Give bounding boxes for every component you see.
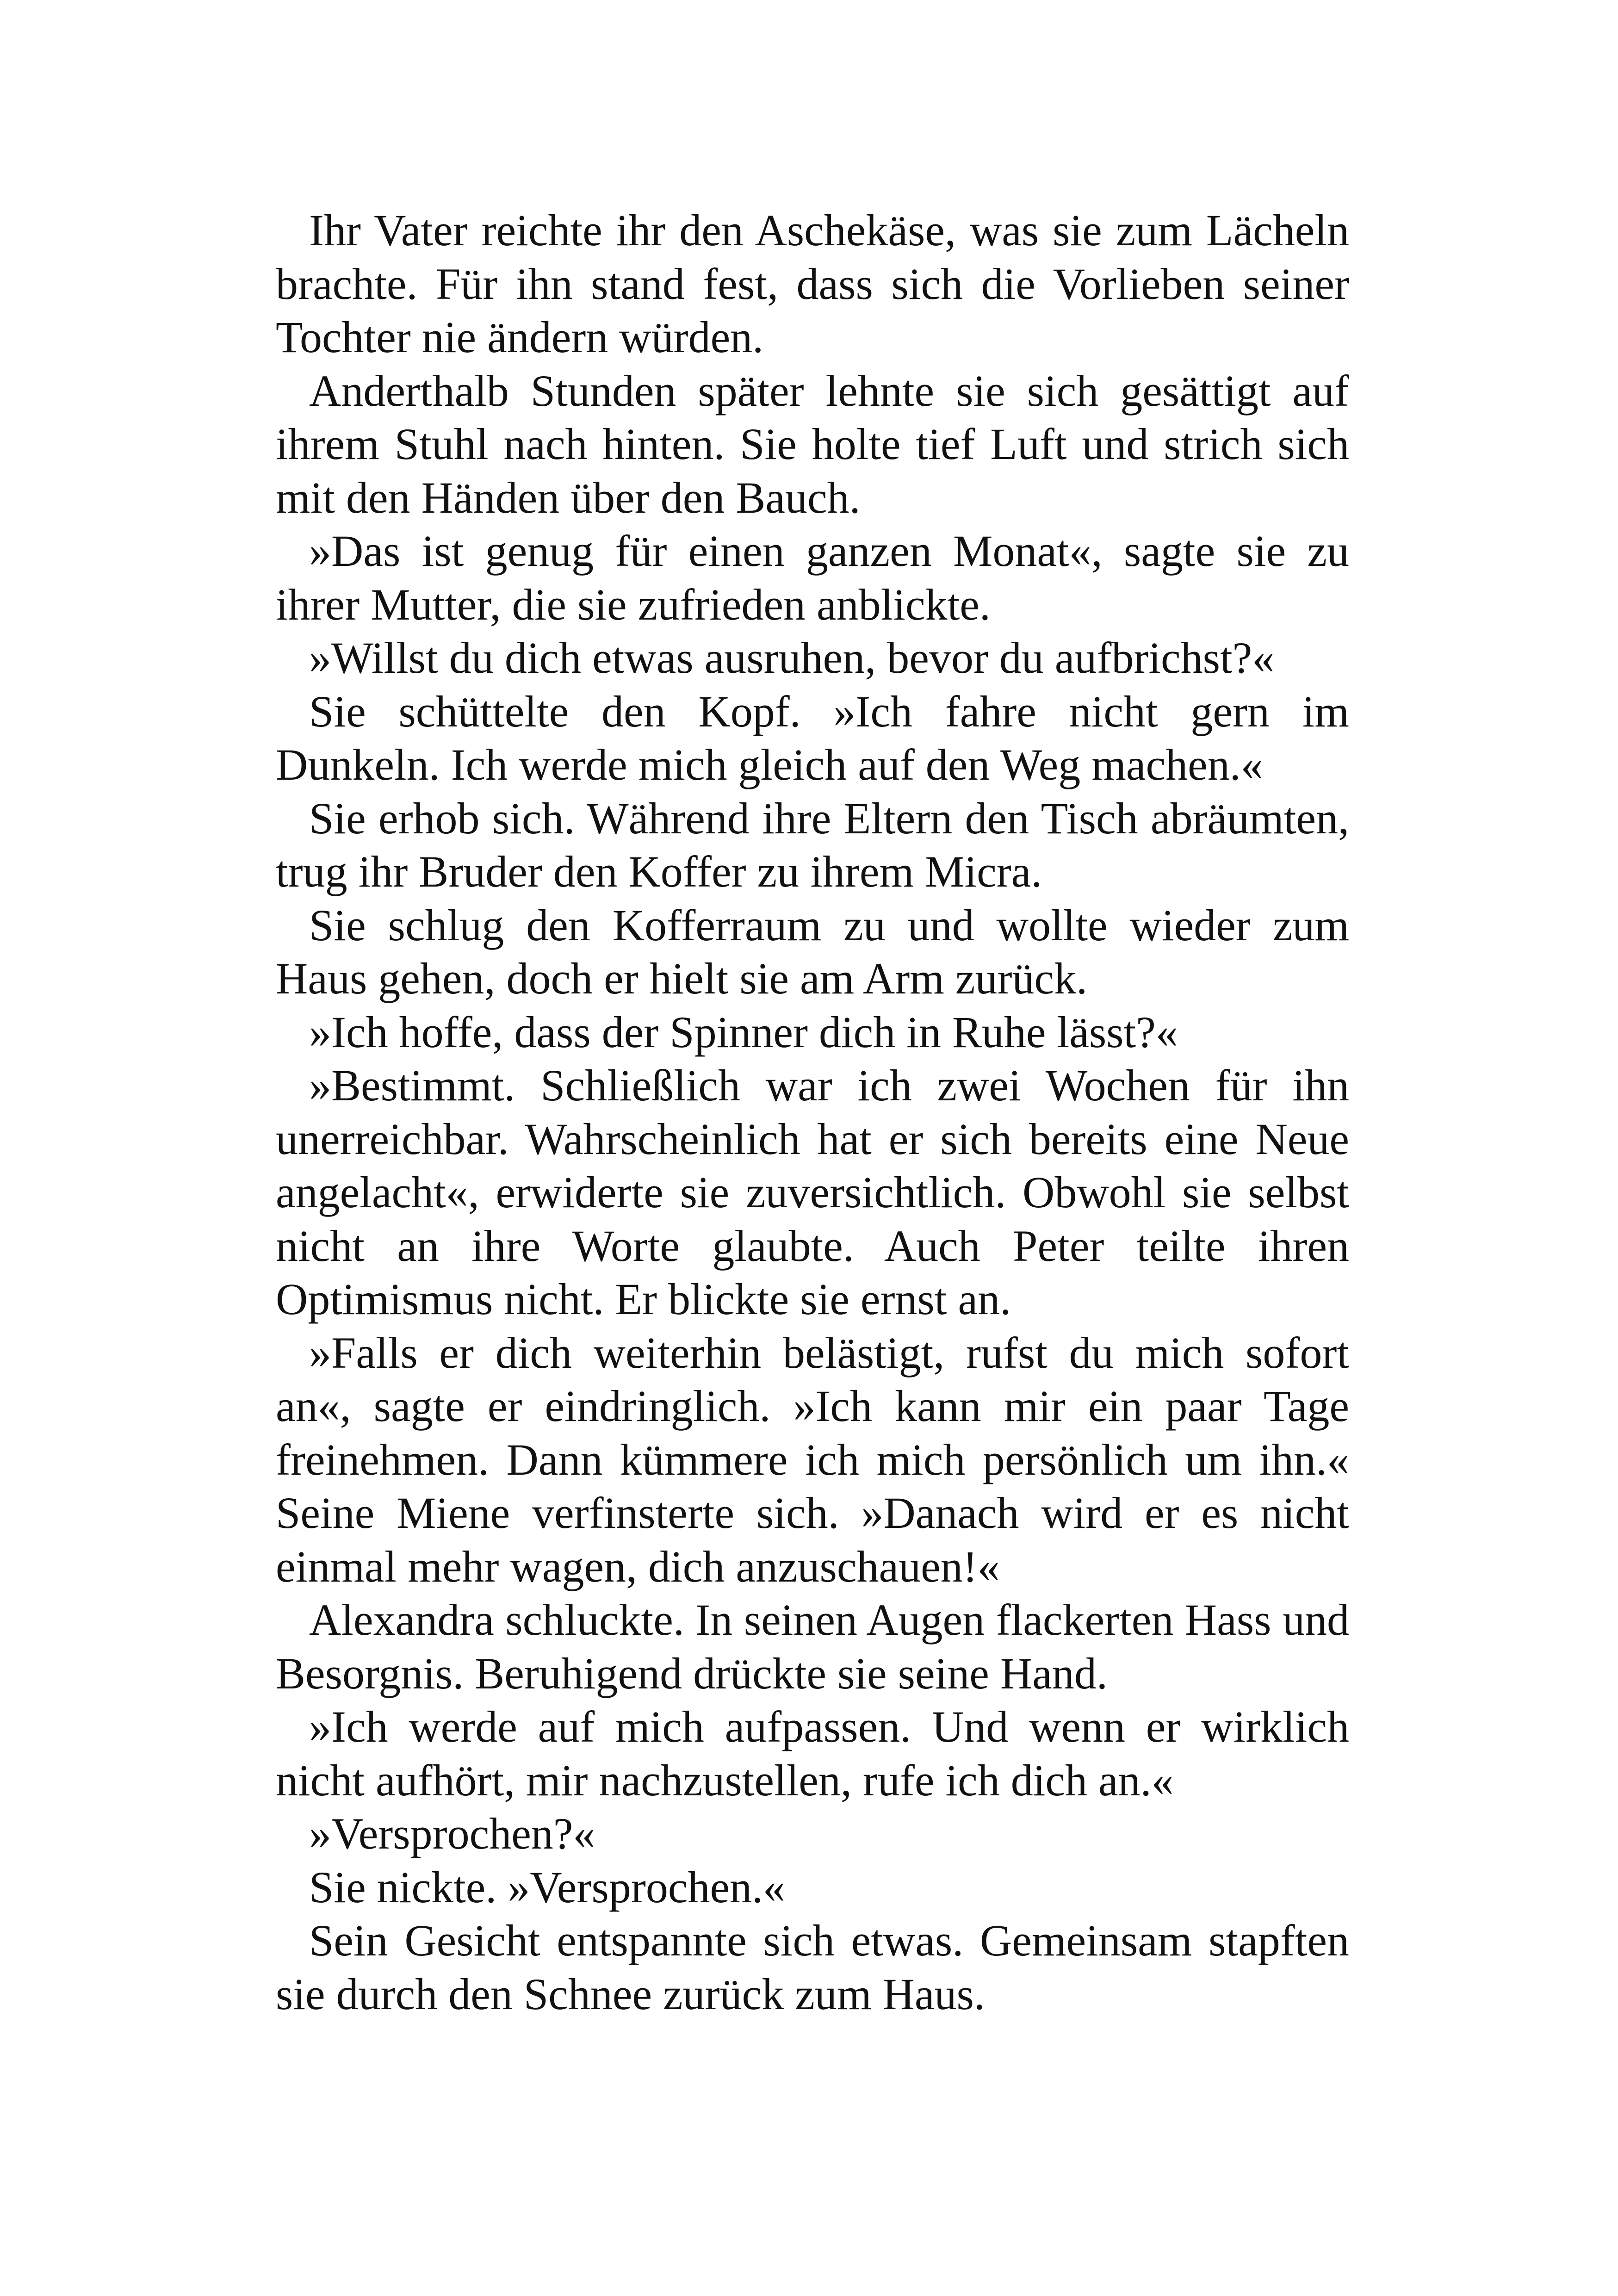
paragraph: »Ich werde auf mich aufpassen. Und wenn er wirklich nicht aufhört, mir nachzustellen, rufe ich dich an.« [276, 1702, 1349, 1805]
body-text [276, 204, 1349, 2021]
paragraph: Sie erhob sich. Während ihre Eltern den Tisch abräumten, trug ihr Bruder den Koffer zu ihrem Micra. [276, 793, 1349, 896]
paragraph: »Falls er dich weiterhin belästigt, rufst du mich sofort an«, sagte er eindringlich. »Ich kann mir ein paar Tage freinehmen. Dann kümmere ich mich persönlich um ihn.« Seine Miene verfinsterte sich. »Danach wird er es nicht einmal mehr wagen, dich anzuschauen!« [276, 1328, 1349, 1591]
paragraph: Alexandra schluckte. In seinen Augen flackerten Hass und Besorgnis. Beruhigend drückte sie seine Hand. [276, 1595, 1349, 1698]
paragraph: Anderthalb Stunden später lehnte sie sich gesättigt auf ihrem Stuhl nach hinten. Sie holte tief Luft und strich sich mit den Händen über den Bauch. [276, 366, 1349, 522]
paragraph: »Bestimmt. Schließlich war ich zwei Wochen für ihn unerreichbar. Wahrscheinlich hat er sich bereits eine Neue angelacht«, erwiderte sie zuversichtlich. Obwohl sie selbst nicht an ihre Worte glaubte. Auch Peter teilte ihren Optimismus nicht. Er blickte sie ernst an. [276, 1061, 1349, 1324]
paragraph: Ihr Vater reichte ihr den Aschekäse, was sie zum Lächeln brachte. Für ihn stand fest, dass sich die Vorlieben seiner Tochter nie ändern würden. [276, 205, 1349, 362]
paragraph: Sein Gesicht entspannte sich etwas. Gemeinsam stapften sie durch den Schnee zurück zum Haus. [276, 1916, 1349, 2019]
paragraph: »Versprochen?« [309, 1809, 595, 1858]
paragraph: Sie nickte. »Versprochen.« [309, 1862, 786, 1912]
paragraph: Sie schüttelte den Kopf. »Ich fahre nicht gern im Dunkeln. Ich werde mich gleich auf den Weg machen.« [276, 686, 1349, 789]
paragraph: »Willst du dich etwas ausruhen, bevor du aufbrichst?« [309, 633, 1275, 683]
paragraph: »Das ist genug für einen ganzen Monat«, sagte sie zu ihrer Mutter, die sie zufrieden anblickte. [276, 526, 1349, 629]
paragraph: Sie schlug den Kofferraum zu und wollte wieder zum Haus gehen, doch er hielt sie am Arm zurück. [276, 900, 1349, 1003]
paragraph: »Ich hoffe, dass der Spinner dich in Ruhe lässt?« [309, 1007, 1178, 1057]
